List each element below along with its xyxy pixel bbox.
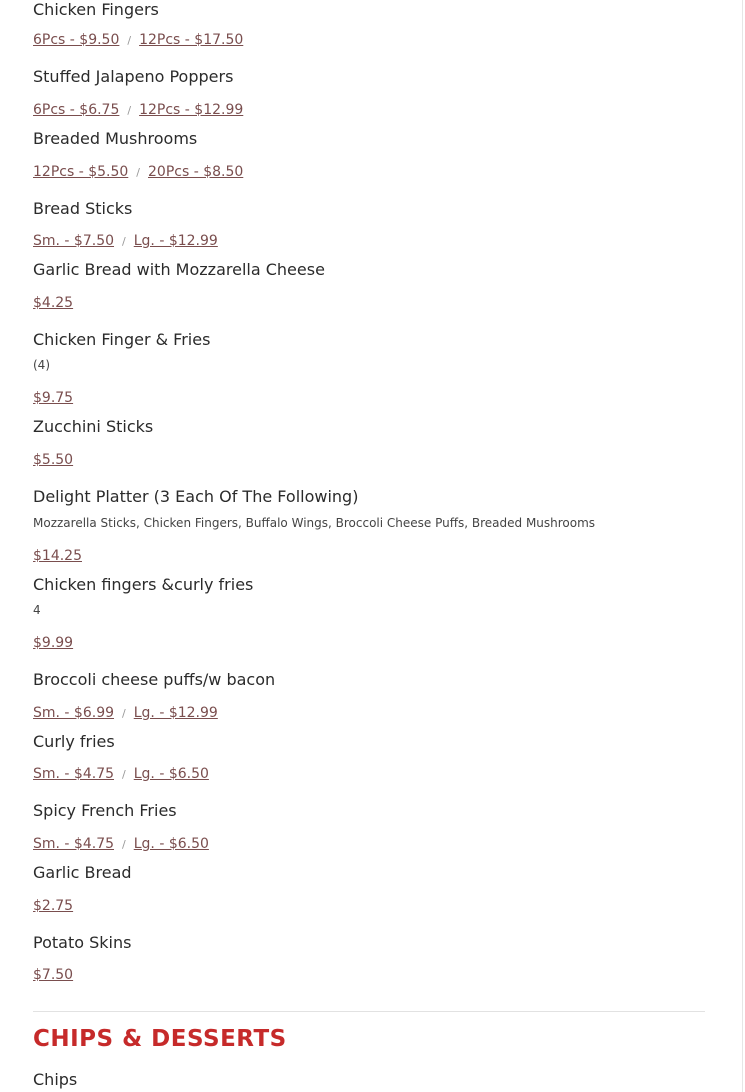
price-option[interactable]: $2.75 (33, 898, 74, 914)
price-option[interactable]: 6Pcs - $6.75 (33, 102, 120, 118)
menu-item-name: Broccoli cheese puffs/w bacon (33, 670, 276, 689)
price-separator: / (127, 104, 132, 117)
menu-item-name: Spicy French Fries (33, 801, 177, 820)
price-option[interactable]: Sm. - $7.50 (33, 233, 115, 249)
menu-item-name: Garlic Bread with Mozzarella Cheese (33, 260, 325, 279)
price-options (33, 835, 209, 854)
price-separator: / (122, 235, 126, 248)
price-option[interactable]: Lg. - $12.99 (133, 233, 218, 249)
price-options (33, 101, 243, 120)
menu-item-name: Breaded Mushrooms (33, 129, 198, 148)
menu-item-name: Chicken fingers &curly fries (33, 575, 254, 594)
price-options (33, 389, 73, 407)
price-option[interactable]: 20Pcs - $8.50 (148, 164, 244, 180)
price-option[interactable]: Sm. - $6.99 (33, 705, 115, 721)
price-option[interactable]: 12Pcs - $12.99 (139, 102, 244, 118)
price-options (33, 294, 73, 312)
price-option[interactable]: $7.50 (33, 967, 74, 983)
menu-item-name: Delight Platter (3 Each Of The Following) (33, 487, 359, 506)
menu-item-name: Curly fries (33, 732, 115, 751)
price-separator: / (122, 768, 126, 781)
price-options (33, 704, 218, 723)
section-divider (33, 1011, 705, 1012)
menu-item-description: Mozzarella Sticks, Chicken Fingers, Buffalo Wings, Broccoli Cheese Puffs, Breaded Mushrooms (33, 516, 596, 530)
price-option[interactable]: 6Pcs - $9.50 (33, 32, 120, 48)
price-option[interactable]: Lg. - $12.99 (133, 705, 218, 721)
price-options (33, 31, 243, 50)
menu-item-name: Stuffed Jalapeno Poppers (33, 67, 234, 86)
menu-item-description: 4 (33, 603, 41, 617)
section-heading: CHIPS & DESSERTS (33, 1026, 287, 1052)
price-option[interactable]: Sm. - $4.75 (33, 836, 115, 852)
menu-item-name: Chicken Finger & Fries (33, 330, 211, 349)
price-option[interactable]: $9.99 (33, 635, 74, 651)
price-options (33, 634, 73, 652)
price-option[interactable]: $5.50 (33, 452, 74, 468)
price-separator: / (122, 838, 126, 851)
price-separator: / (136, 166, 140, 179)
price-option[interactable]: Lg. - $6.50 (133, 766, 209, 782)
price-option[interactable]: Sm. - $4.75 (33, 766, 115, 782)
price-separator: / (127, 34, 132, 47)
price-option[interactable]: $14.25 (33, 548, 82, 564)
price-options (33, 451, 73, 469)
price-options (33, 765, 209, 784)
price-options (33, 897, 73, 915)
menu-item-name: Chicken Fingers (33, 0, 159, 19)
price-option[interactable]: $4.25 (33, 295, 74, 311)
price-option[interactable]: $9.75 (33, 390, 74, 406)
price-options (33, 163, 243, 182)
price-options (33, 232, 218, 251)
price-option[interactable]: 12Pcs - $17.50 (139, 32, 244, 48)
price-options (33, 547, 82, 565)
menu-item-name: Garlic Bread (33, 863, 132, 882)
price-option[interactable]: Lg. - $6.50 (133, 836, 209, 852)
menu-item-name: Potato Skins (33, 933, 132, 952)
menu-item-name: Chips (33, 1070, 78, 1089)
price-option[interactable]: 12Pcs - $5.50 (33, 164, 129, 180)
menu-item-description: (4) (33, 358, 50, 372)
price-options (33, 966, 73, 984)
price-separator: / (122, 707, 126, 720)
menu-item-name: Bread Sticks (33, 199, 133, 218)
menu-item-name: Zucchini Sticks (33, 417, 154, 436)
